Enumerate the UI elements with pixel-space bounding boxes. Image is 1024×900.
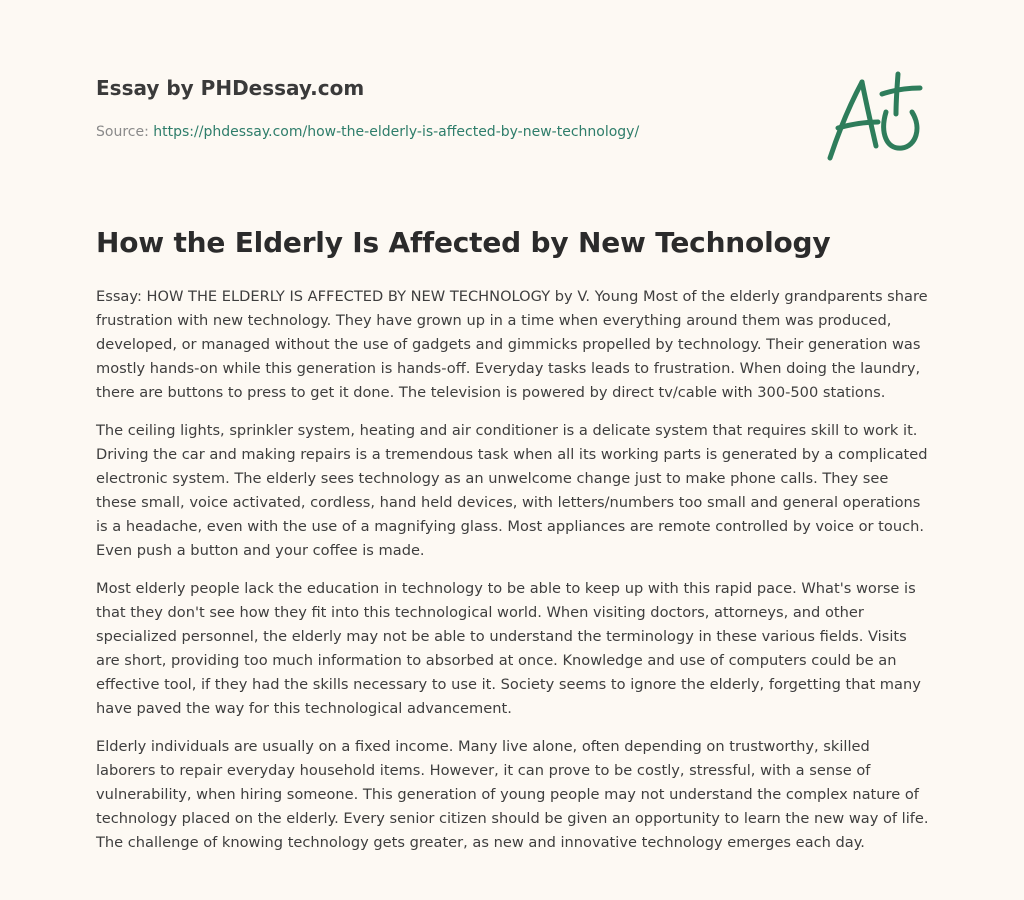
essay-paragraph: Most elderly people lack the education in technology to be able to keep up with this rapid pace. What's worse is that they don't see how they fit into this technological world. When visiting doctors, attorneys, and other specialized personnel, the elderly may not be able to understand the terminology in these various fields. Visits are short, providing too much information to absorbed at once. Knowledge and use of computers could be an effective tool, if they had the skills necessary to use it. Society seems to ignore the elderly, forgetting that many have paved the way for this technological advancement. — [96, 580, 921, 717]
essay-title: How the Elderly Is Affected by New Technology — [96, 226, 831, 259]
source-label: Source: — [96, 124, 149, 140]
essay-paragraph: The ceiling lights, sprinkler system, heating and air conditioner is a delicate system that requires skill to work it. Driving the car and making repairs is a tremendous task when all its working parts is generated by a complicated electronic system. The elderly sees technology as an unwelcome change just to make phone calls. They see these small, voice activated, cordless, hand held devices, with letters/numbers too small and general operations is a headache, even with the use of a magnifying glass. Most appliances are remote controlled by voice or touch. Even push a button and your coffee is made. — [96, 422, 928, 559]
essay-body — [96, 285, 930, 869]
essay-paragraph: Elderly individuals are usually on a fixed income. Many live alone, often depending on trustworthy, skilled laborers to repair everyday household items. However, it can prove to be costly, stressful, with a sense of vulnerability, when hiring someone. This generation of young people may not understand the complex nature of technology placed on the elderly. Every senior citizen should be given an opportunity to learn the new way of life. The challenge of knowing technology gets greater, as new and innovative technology emerges each day. — [96, 738, 929, 851]
source-line — [96, 124, 639, 140]
a-plus-logo-icon — [822, 68, 928, 164]
site-brand: Essay by PHDessay.com — [96, 76, 365, 100]
essay-paragraph: Essay: HOW THE ELDERLY IS AFFECTED BY NEW TECHNOLOGY by V. Young Most of the elderly grandparents share frustration with new technology. They have grown up in a time when everything around them was produced, developed, or managed without the use of gadgets and gimmicks propelled by technology. Their generation was mostly hands-on while this generation is hands-off. Everyday tasks leads to frustration. When doing the laundry, there are buttons to press to get it done. The television is powered by direct tv/cable with 300-500 stations. — [96, 288, 928, 401]
source-link[interactable]: https://phdessay.com/how-the-elderly-is-affected-by-new-technology/ — [153, 124, 640, 140]
